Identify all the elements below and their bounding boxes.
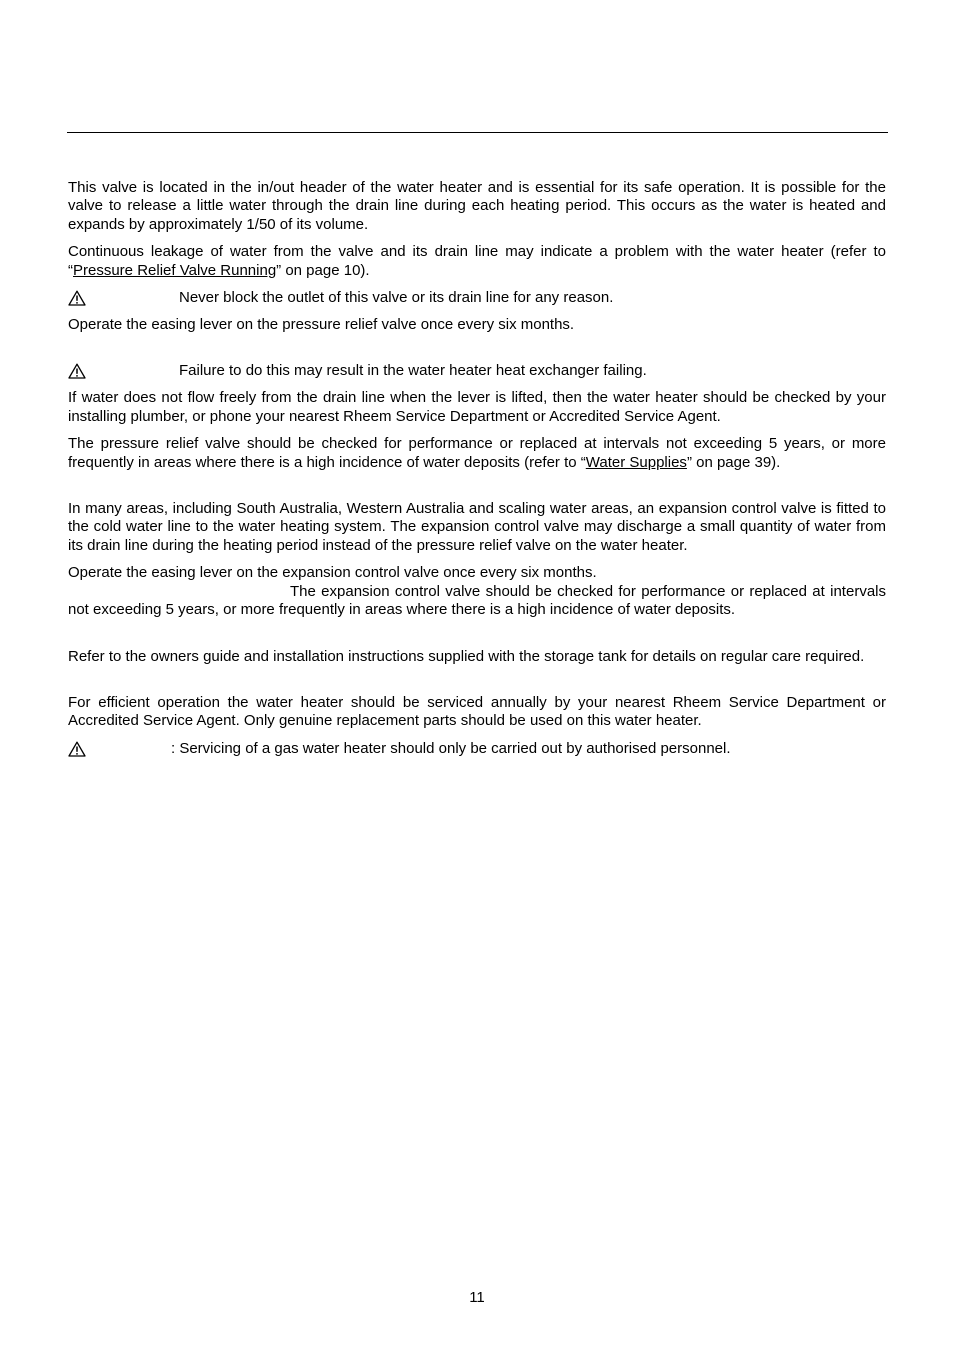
link-pressure-relief-valve-running[interactable]: Pressure Relief Valve Running	[73, 261, 277, 279]
prv-paragraph-4: If water does not flow freely from the drain line when the lever is lifted, then the water heater should be checked by your installing plumber, or phone your nearest Rheem Service Department or Accredited Service Agent.	[68, 389, 886, 425]
prv-paragraph-1: This valve is located in the in/out header of the water heater and is essential for its safe operation. It is possible for the valve to release a little water through the drain line during each heating period. This occurs as the water is heated and expands by approximately 1/50 of its volume.	[68, 179, 886, 233]
section-pressure-relief-valve	[68, 179, 886, 472]
ecv-paragraph-2: Operate the easing lever on the expansion control valve once every six months.	[68, 564, 597, 582]
warning-triangle-icon	[68, 289, 179, 307]
warning-block-2	[68, 362, 886, 380]
page-number: 11	[469, 1289, 485, 1306]
warning-text-1: Never block the outlet of this valve or its drain line for any reason.	[179, 289, 614, 307]
page-body	[68, 179, 886, 758]
tank-paragraph-1: Refer to the owners guide and installation instructions supplied with the storage tank for details on regular care required.	[68, 647, 865, 665]
warning-block-3	[68, 740, 886, 758]
prv-paragraph-5: The pressure relief valve should be checked for performance or replaced at intervals not exceeding 5 years, or more frequently in areas where there is a high incidence of water deposits (refer to “Water Supplies” on page 39).	[68, 435, 886, 471]
section-storage-tank	[68, 648, 886, 666]
warning-text-2: Failure to do this may result in the water heater heat exchanger failing.	[179, 362, 647, 380]
service-paragraph-1: For efficient operation the water heater should be serviced annually by your nearest Rheem Service Department or Accredited Service Agent. Only genuine replacement parts should be used on this water heater.	[68, 693, 886, 730]
warning-triangle-icon	[68, 740, 171, 758]
warning-block-1	[68, 289, 886, 307]
ecv-paragraph-1: In many areas, including South Australia, Western Australia and scaling water areas, an expansion control valve is fitted to the cold water line to the water heating system. The expansion control valve may discharge a small quantity of water from its drain line during the heating period instead of the pressure relief valve on the water heater.	[68, 500, 886, 554]
prv-paragraph-2: Continuous leakage of water from the valve and its drain line may indicate a problem with the water heater (refer to “Pressure Relief Valve Running” on page 10).	[68, 243, 886, 279]
ecv-paragraph-3: The expansion control valve should be checked for performance or replaced at intervals not exceeding 5 years, or more frequently in areas where there is a high incidence of water deposits.	[68, 582, 886, 619]
link-water-supplies[interactable]: Water Supplies	[585, 453, 687, 471]
section-expansion-control-valve	[68, 500, 886, 619]
section-servicing	[68, 694, 886, 758]
prv-paragraph-3: Operate the easing lever on the pressure relief valve once every six months.	[68, 316, 575, 334]
warning-text-3: : Servicing of a gas water heater should only be carried out by authorised personnel.	[171, 739, 731, 757]
header-rule	[67, 132, 888, 133]
warning-triangle-icon	[68, 362, 179, 380]
